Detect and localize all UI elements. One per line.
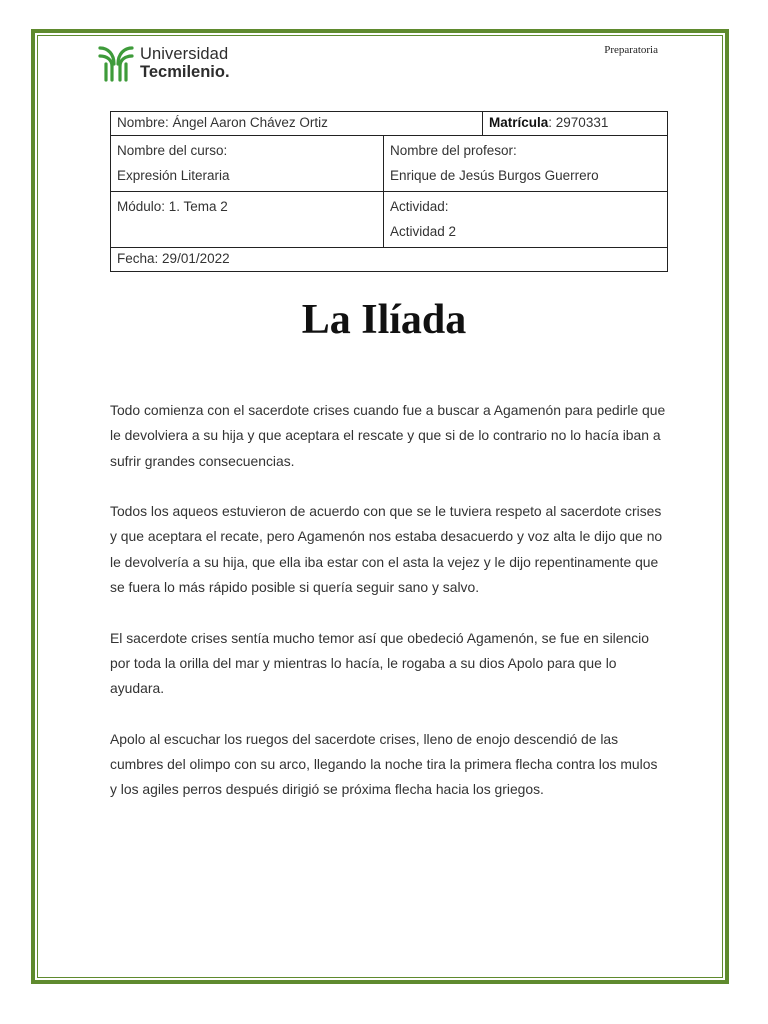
module-label: Módulo: 1. Tema 2 xyxy=(117,199,228,214)
logo-suffix: . xyxy=(224,62,230,81)
date-label: Fecha: xyxy=(117,251,159,266)
activity-value: Actividad 2 xyxy=(390,224,457,239)
course-value: Expresión Literaria xyxy=(117,168,230,183)
activity-label: Actividad: xyxy=(390,199,449,214)
name-label: Nombre: xyxy=(117,115,169,130)
module-cell xyxy=(111,192,384,248)
name-cell xyxy=(111,112,483,136)
matricula-value: : 2970331 xyxy=(548,115,609,130)
logo-line-universidad: Universidad xyxy=(140,45,229,63)
logo-brand-name: Tecmilenio xyxy=(140,62,225,81)
school-level: Preparatoria xyxy=(604,44,658,56)
body-paragraph: Todo comienza con el sacerdote crises cuando fue a buscar a Agamenón para pedirle que le devolviera a su hija y que aceptara el rescate y que si de lo contrario no lo hacía iban a sufrir grandes consecuencias. xyxy=(110,402,666,469)
document-body xyxy=(110,398,666,828)
course-label: Nombre del curso: xyxy=(117,143,228,158)
student-info-table xyxy=(110,111,668,272)
matricula-cell xyxy=(483,112,668,136)
info-row-course xyxy=(111,136,668,192)
professor-value: Enrique de Jesús Burgos Guerrero xyxy=(390,168,599,183)
document-title: La Ilíada xyxy=(301,297,467,343)
professor-label: Nombre del profesor: xyxy=(390,143,517,158)
info-row-module xyxy=(111,192,668,248)
university-logo xyxy=(98,44,230,82)
body-paragraph: Apolo al escuchar los ruegos del sacerdote crises, lleno de enojo descendió de las cumbres del olimpo con su arco, llegando la noche tira la primera flecha contra los mulos y los agiles perros después dirigió se próxima flecha hacia los griegos. xyxy=(110,730,658,798)
info-row-date xyxy=(111,248,668,272)
body-paragraph: El sacerdote crises sentía mucho temor así que obedeció Agamenón, se fue en silencio por toda la orilla del mar y mientras lo hacía, le rogaba a su dios Apolo para que lo ayudara. xyxy=(110,629,649,697)
date-cell xyxy=(111,248,668,272)
name-value: Ángel Aaron Chávez Ortiz xyxy=(172,115,328,130)
date-value: 29/01/2022 xyxy=(162,251,230,266)
matricula-label: Matrícula xyxy=(489,115,549,130)
course-cell xyxy=(111,136,384,192)
activity-cell xyxy=(384,192,668,248)
info-row-name xyxy=(111,112,668,136)
tecmilenio-emblem-icon xyxy=(98,44,134,82)
professor-cell xyxy=(384,136,668,192)
logo-line-tecmilenio xyxy=(140,64,230,81)
body-paragraph: Todos los aqueos estuvieron de acuerdo con que se le tuviera respeto al sacerdote crises y que aceptara el recate, pero Agamenón nos estaba desacuerdo y voz alta le dijo que no le devolvería a su hija, que ella iba estar con el asta la vejez y le dijo repentinamente que se fuera lo más rápido posible si quería seguir sano y salvo. xyxy=(110,503,663,596)
